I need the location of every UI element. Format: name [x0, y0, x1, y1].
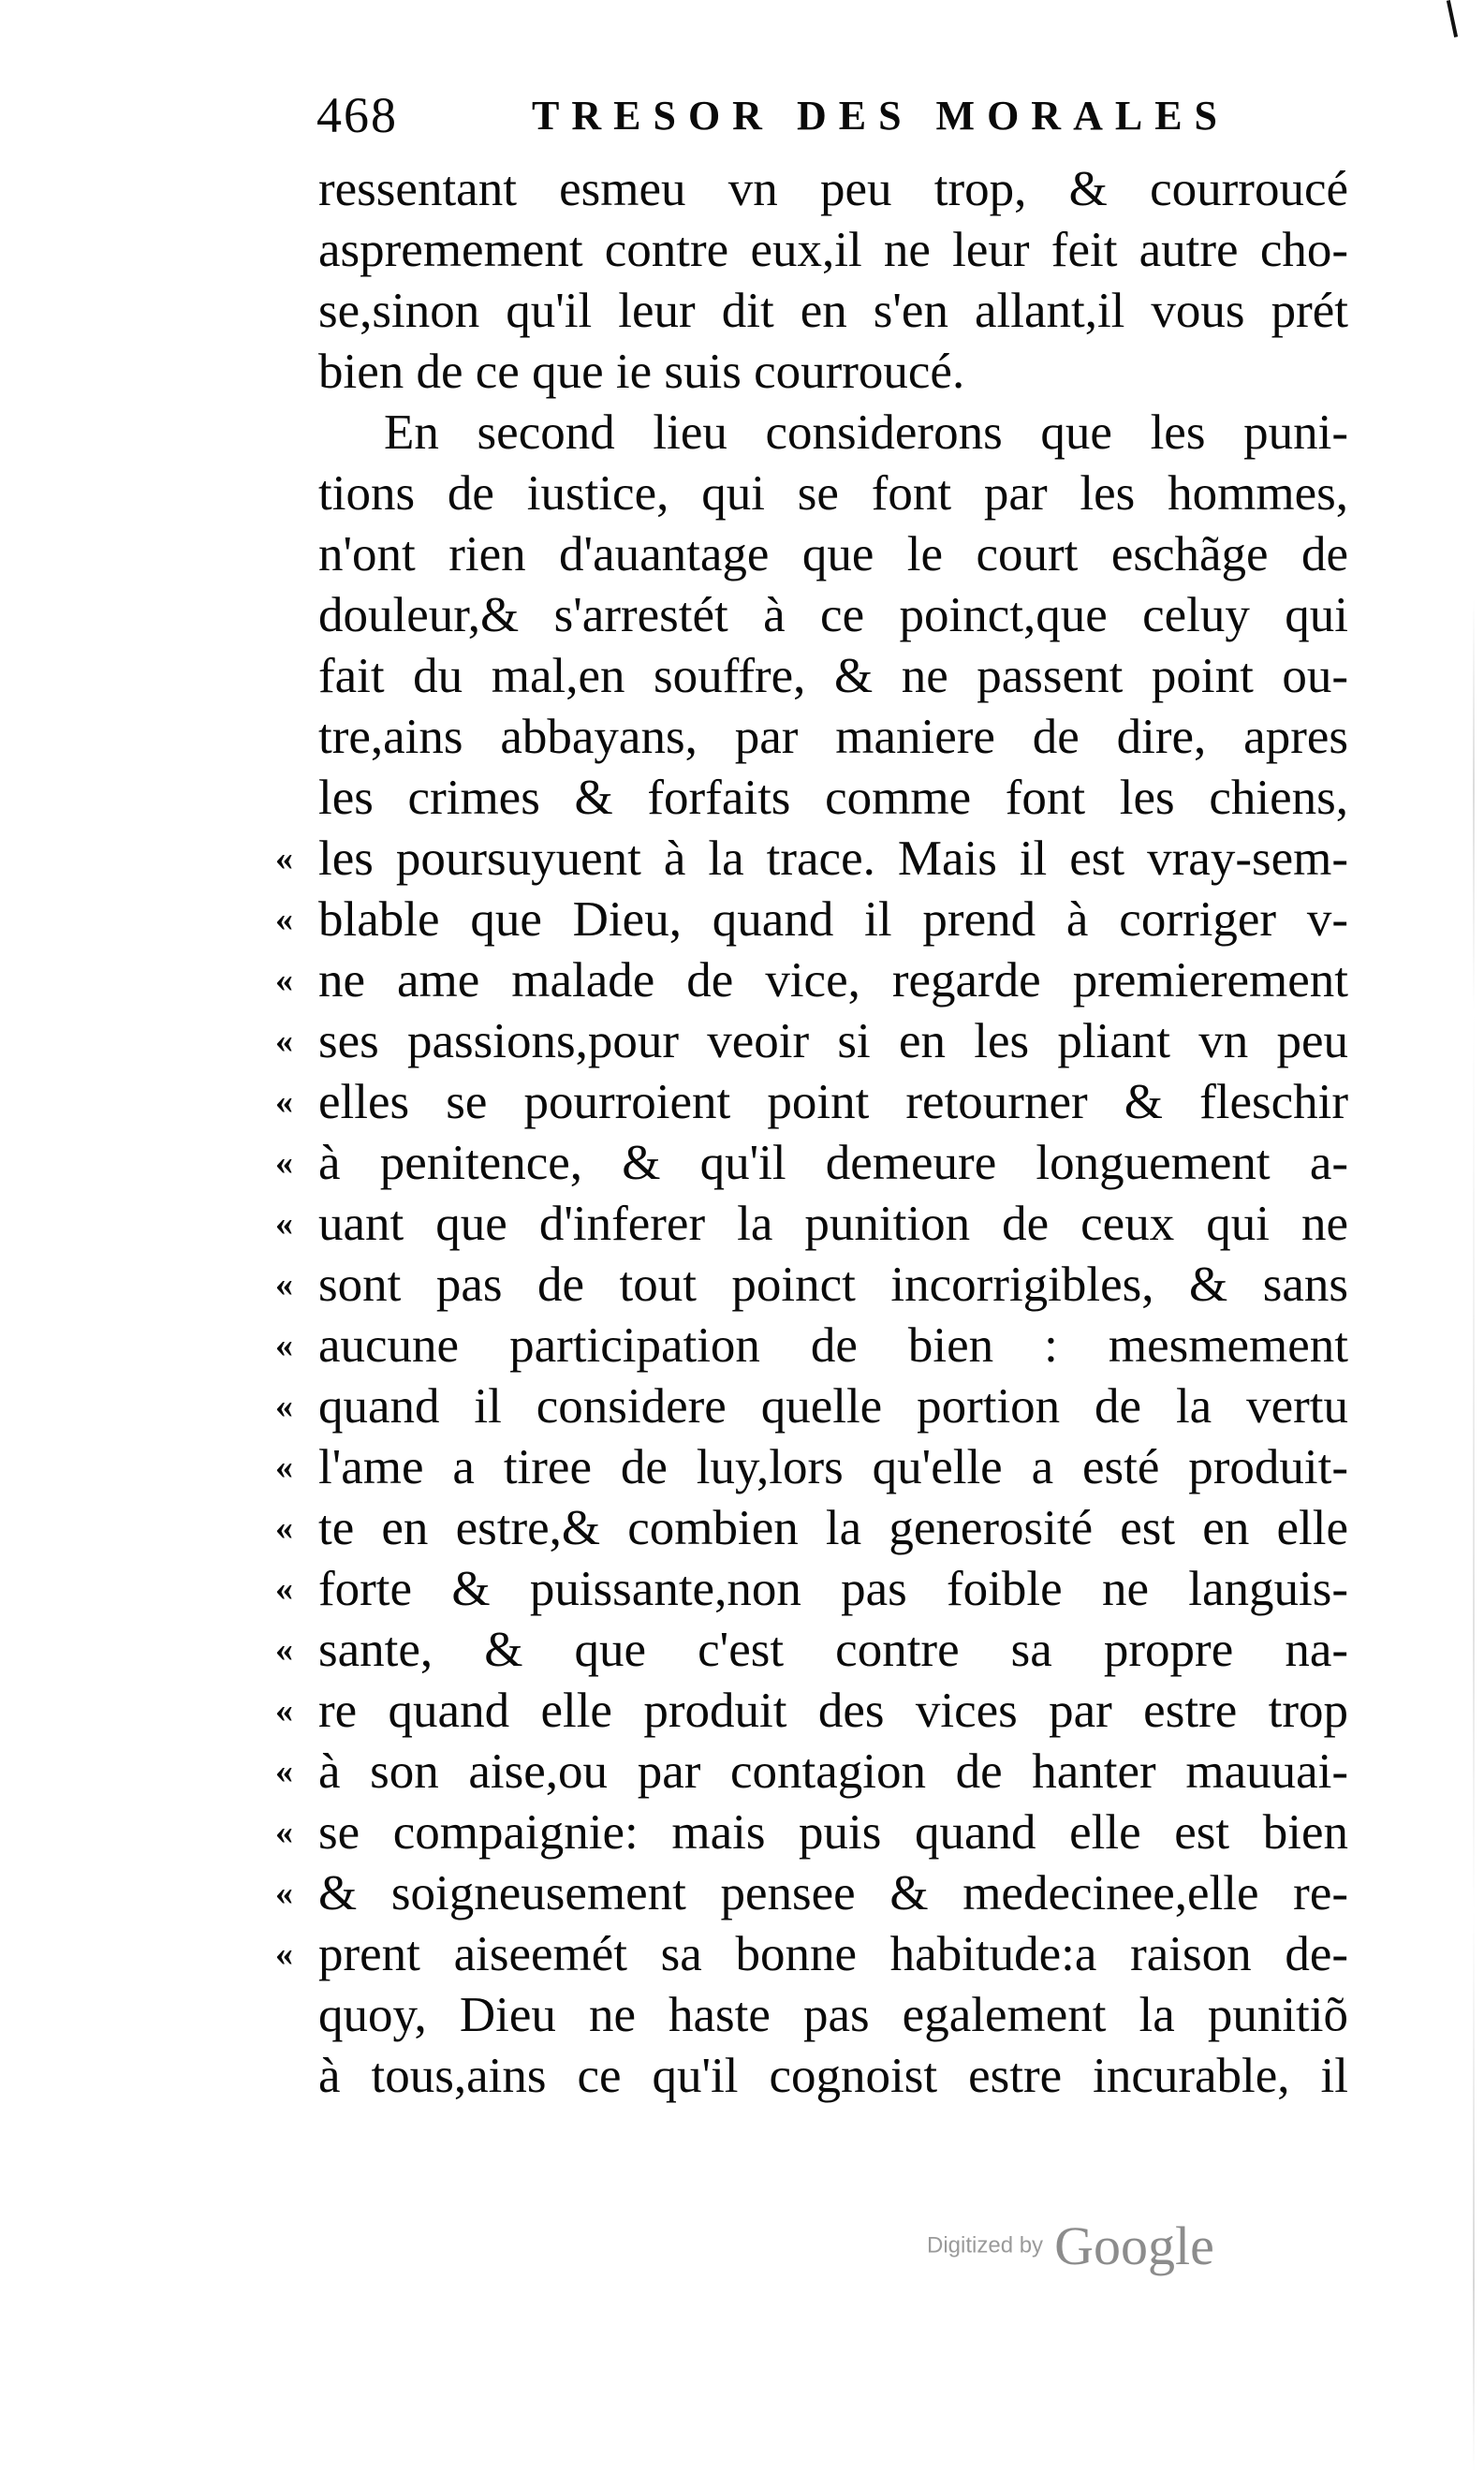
text-line: bien de ce que ie suis courroucé. [318, 345, 965, 399]
margin-quote-mark: « [275, 900, 293, 939]
text-line: les poursuyuent à la trace. Mais il est vray-sem- [318, 831, 1348, 886]
margin-quote-mark: « [275, 1569, 293, 1609]
text-line: à son aise,ou par contagion de hanter mauuai- [318, 1744, 1348, 1799]
margin-quote-mark: « [275, 961, 293, 1000]
watermark-prefix: Digitized by [927, 2232, 1044, 2259]
text-line: se compaignie: mais puis quand elle est bien [318, 1805, 1348, 1860]
margin-quote-mark: « [275, 1935, 293, 1974]
text-line: tre,ains abbayans, par maniere de dire, apres [318, 710, 1348, 764]
text-line: & soigneusement pensee & medecinee,elle re- [318, 1866, 1348, 1920]
page-number: 468 [316, 87, 398, 143]
text-line: tions de iustice, qui se font par les hommes, [318, 466, 1348, 521]
text-line: à tous,ains ce qu'il cognoist estre incurable, il [318, 2049, 1348, 2103]
text-line: prent aiseemét sa bonne habitude:a raison de- [318, 1927, 1348, 1981]
margin-quote-mark: « [275, 1387, 293, 1426]
text-line: ne ame malade de vice, regarde premierement [318, 953, 1348, 1008]
text-line: n'ont rien d'auantage que le court eschãge de [318, 527, 1348, 581]
margin-quote-mark: « [275, 1752, 293, 1791]
margin-quote-mark: « [275, 1143, 293, 1183]
text-line: uant que d'inferer la punition de ceux qui ne [318, 1197, 1348, 1251]
running-title: TRESOR DES MORALES [532, 93, 1230, 139]
margin-quote-mark: « [275, 1874, 293, 1913]
margin-quote-mark: « [275, 1630, 293, 1670]
text-line: re quand elle produit des vices par estre trop [318, 1684, 1348, 1738]
text-line: l'ame a tiree de luy,lors qu'elle a esté produit- [318, 1440, 1348, 1494]
text-line: fait du mal,en souffre, & ne passent point ou- [318, 649, 1348, 703]
text-line: aspremement contre eux,il ne leur feit autre cho- [318, 223, 1348, 277]
text-line: blable que Dieu, quand il prend à corriger v- [318, 892, 1348, 947]
margin-quote-mark: « [275, 1813, 293, 1852]
margin-quote-mark: « [275, 839, 293, 878]
text-line: te en estre,& combien la generosité est en elle [318, 1501, 1348, 1555]
margin-quote-mark: « [275, 1326, 293, 1365]
google-logo: Google [1054, 2215, 1214, 2276]
text-line: sante, & que c'est contre sa propre na- [318, 1623, 1348, 1677]
text-line: se,sinon qu'il leur dit en s'en allant,il vous prét [318, 284, 1348, 338]
text-line: ressentant esmeu vn peu trop, & courroucé [318, 162, 1348, 216]
text-line: En second lieu considerons que les puni- [384, 405, 1348, 460]
margin-quote-mark: « [275, 1204, 293, 1243]
text-line: quoy, Dieu ne haste pas egalement la punitiõ [318, 1988, 1348, 2042]
text-line: à penitence, & qu'il demeure longuement a- [318, 1136, 1348, 1190]
text-line: elles se pourroient point retourner & fleschir [318, 1075, 1348, 1129]
text-line: sont pas de tout poinct incorrigibles, & sans [318, 1258, 1348, 1312]
margin-quote-mark: « [275, 1022, 293, 1061]
text-line: quand il considere quelle portion de la vertu [318, 1379, 1348, 1434]
margin-quote-mark: « [275, 1448, 293, 1487]
text-line: aucune participation de bien : mesmement [318, 1318, 1348, 1373]
digitized-watermark [927, 2214, 1214, 2280]
text-line: douleur,& s'arrestét à ce poinct,que celuy qui [318, 588, 1348, 642]
margin-quote-mark: « [275, 1082, 293, 1122]
text-line: forte & puissante,non pas foible ne languis- [318, 1562, 1348, 1616]
margin-quote-mark: « [275, 1265, 293, 1304]
text-line: ses passions,pour veoir si en les pliant vn peu [318, 1014, 1348, 1068]
text-line: les crimes & forfaits comme font les chiens, [318, 771, 1348, 825]
margin-quote-mark: « [275, 1508, 293, 1548]
margin-quote-mark: « [275, 1691, 293, 1730]
